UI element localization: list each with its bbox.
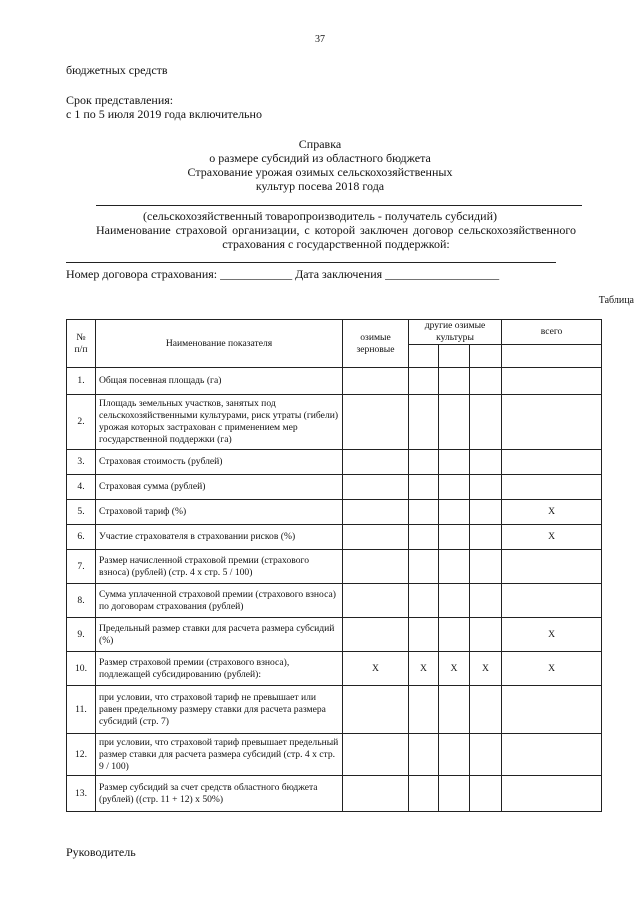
row-value-cell — [439, 734, 470, 776]
row-value-cell — [470, 475, 502, 500]
table-header-row — [67, 320, 602, 345]
row-value-cell — [470, 525, 502, 550]
row-indicator-name: Предельный размер ставки для расчета размера субсидий (%) — [96, 618, 343, 652]
row-number: 3. — [67, 450, 96, 475]
row-value-cell — [470, 500, 502, 525]
col-header-other-winter: другие озимые культуры — [409, 320, 502, 345]
doc-title: Справка — [298, 137, 342, 151]
row-value-cell — [439, 686, 470, 734]
row-value-cell — [470, 686, 502, 734]
row-indicator-name: Страховой тариф (%) — [96, 500, 343, 525]
row-value-cell — [343, 686, 409, 734]
insurer-fill-line — [66, 262, 556, 263]
row-value-cell — [343, 776, 409, 812]
table-row — [67, 475, 602, 500]
row-value-cell — [343, 525, 409, 550]
row-value-cell — [409, 618, 439, 652]
deadline-value: с 1 по 5 июля 2019 года включительно — [66, 107, 262, 121]
row-value-cell: X — [470, 652, 502, 686]
col-header-name: Наименование показателя — [96, 320, 343, 368]
row-value-cell — [439, 584, 470, 618]
row-value-cell — [470, 584, 502, 618]
subheader-cell — [470, 345, 502, 368]
row-number: 8. — [67, 584, 96, 618]
row-indicator-name: Сумма уплаченной страховой премии (страхового взноса) по договорам страхования (рублей) — [96, 584, 343, 618]
row-value-cell — [409, 368, 439, 395]
deadline-label: Срок представления: — [66, 93, 174, 107]
row-number: 9. — [67, 618, 96, 652]
row-indicator-name: Страховая стоимость (рублей) — [96, 450, 343, 475]
doc-subtitle-3: культур посева 2018 года — [255, 179, 385, 193]
row-number: 10. — [67, 652, 96, 686]
row-value-cell — [502, 776, 602, 812]
row-value-cell — [409, 395, 439, 450]
row-value-cell — [409, 550, 439, 584]
row-indicator-name: при условии, что страховой тариф превышает предельный размер ставки для расчета размера субсидий (стр. 4 x стр. 9 / 100) — [96, 734, 343, 776]
signature-label: Руководитель — [66, 845, 136, 859]
row-value-cell: X — [409, 652, 439, 686]
row-value-cell — [439, 618, 470, 652]
table-row — [67, 525, 602, 550]
row-number: 7. — [67, 550, 96, 584]
table-row — [67, 618, 602, 652]
row-value-cell — [439, 525, 470, 550]
row-value-cell — [343, 450, 409, 475]
row-value-cell — [439, 475, 470, 500]
row-value-cell: X — [502, 500, 602, 525]
row-value-cell — [439, 776, 470, 812]
row-value-cell — [343, 475, 409, 500]
row-value-cell: X — [502, 618, 602, 652]
row-value-cell — [343, 500, 409, 525]
row-value-cell — [502, 450, 602, 475]
col-header-num: № п/п — [67, 320, 96, 368]
subsidy-table — [66, 319, 602, 812]
doc-subtitle-1: о размере субсидий из областного бюджета — [209, 151, 431, 165]
row-value-cell — [409, 776, 439, 812]
row-value-cell — [470, 395, 502, 450]
row-value-cell — [470, 368, 502, 395]
row-number: 1. — [67, 368, 96, 395]
row-value-cell — [470, 776, 502, 812]
row-value-cell — [409, 734, 439, 776]
subheader-cell — [409, 345, 439, 368]
row-number: 11. — [67, 686, 96, 734]
row-value-cell — [439, 450, 470, 475]
table-row — [67, 652, 602, 686]
row-value-cell — [409, 525, 439, 550]
row-value-cell — [470, 734, 502, 776]
table-row — [67, 584, 602, 618]
row-value-cell: X — [502, 652, 602, 686]
row-value-cell — [409, 500, 439, 525]
row-value-cell — [502, 584, 602, 618]
row-indicator-name: Участие страхователя в страховании рисков (%) — [96, 525, 343, 550]
row-value-cell — [343, 395, 409, 450]
row-number: 6. — [67, 525, 96, 550]
row-number: 2. — [67, 395, 96, 450]
row-value-cell — [343, 368, 409, 395]
insurer-text: Наименование страховой организации, с которой заключен договор сельскохозяйственного страхования с государственной поддержкой: — [96, 223, 576, 251]
table-row — [67, 450, 602, 475]
col-header-total: всего — [502, 320, 602, 345]
producer-fill-line — [96, 205, 582, 206]
row-number: 4. — [67, 475, 96, 500]
row-value-cell — [502, 686, 602, 734]
subheader-cell — [439, 345, 470, 368]
row-value-cell — [409, 584, 439, 618]
doc-subtitle-2: Страхование урожая озимых сельскохозяйственных — [187, 165, 453, 179]
row-value-cell — [470, 550, 502, 584]
row-value-cell — [343, 618, 409, 652]
table-row — [67, 776, 602, 812]
producer-caption: (сельскохозяйственный товаропроизводитель - получатель субсидий) — [143, 209, 497, 223]
table-row — [67, 550, 602, 584]
row-value-cell — [439, 550, 470, 584]
row-value-cell — [409, 450, 439, 475]
row-value-cell — [470, 618, 502, 652]
row-value-cell — [470, 450, 502, 475]
table-row — [67, 500, 602, 525]
header-line: бюджетных средств — [66, 63, 168, 77]
row-value-cell — [502, 734, 602, 776]
row-number: 12. — [67, 734, 96, 776]
row-value-cell: X — [439, 652, 470, 686]
row-value-cell — [409, 686, 439, 734]
row-value-cell — [439, 368, 470, 395]
table-row — [67, 395, 602, 450]
row-value-cell: X — [343, 652, 409, 686]
row-value-cell — [439, 395, 470, 450]
table-row — [67, 686, 602, 734]
row-indicator-name: Страховая сумма (рублей) — [96, 475, 343, 500]
table-row — [67, 734, 602, 776]
row-number: 13. — [67, 776, 96, 812]
table-label: Таблица — [598, 295, 634, 306]
row-indicator-name: Размер начисленной страховой премии (страхового взноса) (рублей) (стр. 4 x стр. 5 / 100) — [96, 550, 343, 584]
row-indicator-name: Общая посевная площадь (га) — [96, 368, 343, 395]
row-value-cell — [502, 368, 602, 395]
row-value-cell — [502, 550, 602, 584]
col-header-winter-grain: озимые зерновые — [343, 320, 409, 368]
row-value-cell — [343, 584, 409, 618]
row-value-cell — [502, 395, 602, 450]
row-value-cell — [439, 500, 470, 525]
row-indicator-name: Площадь земельных участков, занятых под сельскохозяйственными культурами, риск утраты (гибели) урожая которых застрахован с применением мер государственной поддержки (га) — [96, 395, 343, 450]
row-indicator-name: при условии, что страховой тариф не превышает или равен предельному размеру ставки для расчета размера субсидий (стр. 7) — [96, 686, 343, 734]
row-indicator-name: Размер субсидий за счет средств областного бюджета (рублей) ((стр. 11 + 12) x 50%) — [96, 776, 343, 812]
contract-line: Номер договора страхования: ____________ Дата заключения ___________________ — [66, 267, 500, 281]
table-row — [67, 368, 602, 395]
row-value-cell — [343, 734, 409, 776]
page-number: 37 — [315, 34, 325, 45]
row-number: 5. — [67, 500, 96, 525]
row-value-cell — [343, 550, 409, 584]
row-value-cell: X — [502, 525, 602, 550]
row-indicator-name: Размер страховой премии (страхового взноса), подлежащей субсидированию (рублей): — [96, 652, 343, 686]
row-value-cell — [502, 475, 602, 500]
row-value-cell — [409, 475, 439, 500]
subheader-cell — [502, 345, 602, 368]
